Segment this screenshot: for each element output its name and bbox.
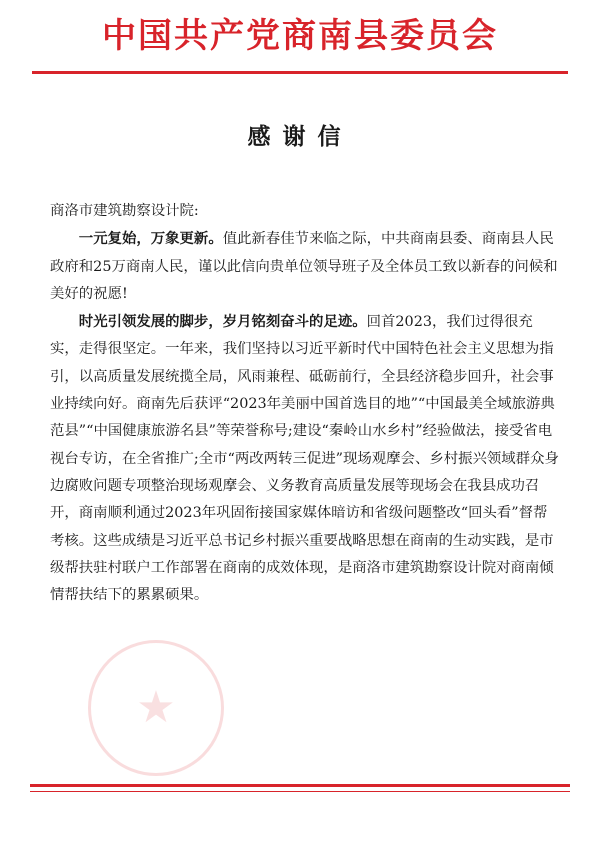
seal-star-icon: ★ — [136, 682, 176, 733]
paragraph-2-text: 回首2023，我们过得很充实，走得很坚定。一年来，我们坚持以习近平新时代中国特色社会主义思想为指引，以高质量发展统揽全局，风雨兼程、砥砺前行，全县经济稳步回升，社会事业持续向好。商南先后获评“2023年美丽中国首选目的地”“中国最美全域旅游典范县”“中国健康旅游名县”等荣誉称号;建设“秦岭山水乡村”经验做法，接受省电视台专访，在全省推广;全市“两改两转三促进”现场观摩会、乡村振兴领域群众身边腐败问题专项整治现场观摩会、义务教育高质量发展等现场会在我县成功召开，商南顺利通过2023年巩固衔接国家媒体暗访和省级问题整改“回头看”督帮考核。这些成绩是习近平总书记乡村振兴重要战略思想在商南的生动实践，是市级帮扶驻村联户工作部署在商南的成效体现，是商洛市建筑勘察设计院对商南倾情帮扶结下的累累硕果。 — [50, 314, 559, 604]
paragraph-1-text: 值此新春佳节来临之际，中共商南县委、商南县人民政府和25万商南人民，谨以此信向贵单位领导班子及全体员工致以新春的问候和美好的祝愿! — [50, 231, 558, 302]
paragraph-1-lead: 一元复始，万象更新。 — [78, 230, 223, 248]
letter-paragraph-2 — [50, 308, 560, 609]
letter-salutation: 商洛市建筑勘察设计院: — [50, 203, 199, 219]
paragraph-2-lead: 时光引领发展的脚步，岁月铭刻奋斗的足迹。 — [78, 313, 367, 331]
footer-red-rule-thin — [30, 791, 570, 792]
letter-body — [50, 198, 560, 609]
letter-paragraph-1 — [50, 225, 560, 308]
letterhead-red-rule — [32, 71, 568, 74]
footer-red-rule-thick — [30, 784, 570, 787]
letterhead-organization: 中国共产党商南县委员会 — [102, 16, 498, 56]
letter-title: 感谢信 — [247, 123, 353, 150]
official-seal-stamp — [88, 640, 224, 776]
